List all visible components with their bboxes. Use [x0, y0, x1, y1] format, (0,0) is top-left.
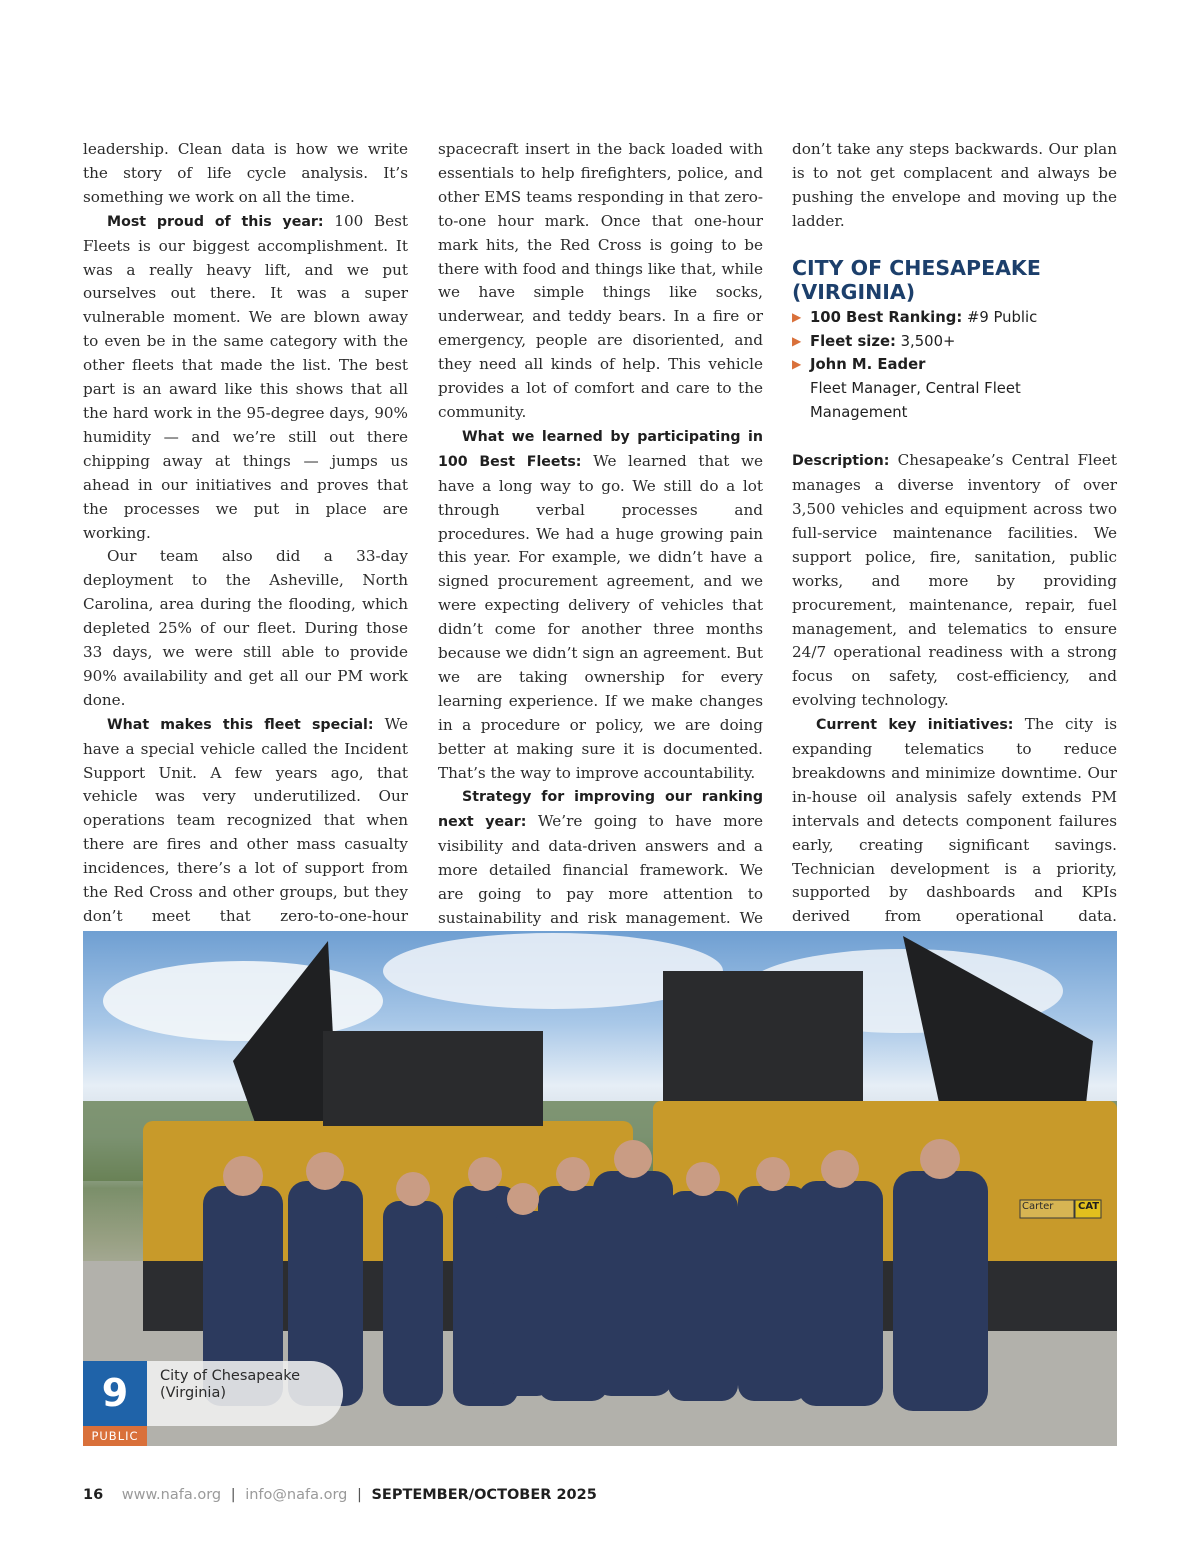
section-title: CITY OF CHESAPEAKE (VIRGINIA) — [792, 255, 1041, 304]
lead-key-initiatives: Current key initiatives: — [816, 717, 1014, 734]
triangle-bullet-icon: ▶ — [792, 309, 802, 324]
col1-paragraph-3: Our team also did a 33-day deployment to the Asheville, North Carolina, area during the flooding, which depleted 25% of our fleet. During those 33 days, we were still able to provide 90% availability and get all our PM work done. — [83, 547, 408, 709]
fact-ranking — [792, 306, 1117, 330]
triangle-bullet-icon: ▶ — [792, 357, 802, 372]
fact-contact-name: John M. Eader — [810, 356, 926, 374]
footer-website-link[interactable]: www.nafa.org — [121, 1487, 222, 1503]
lead-description: Description: — [792, 453, 890, 470]
article-column-3 — [792, 138, 1117, 977]
col1-paragraph-2-body: 100 Best Fleets is our biggest accomplishment. It was a really heavy lift, and we put ourselves out there. It was a super vulnerable moment. We are blown away to even be in the same category with the other fleets that made the list. The best part is an award like this shows that all the hard work in the 95-degree days, 90% humidity — and we’re still out there chipping away at things — jumps us ahead in our initiatives and proves that the processes we put in place are working. — [83, 211, 408, 542]
col1-paragraph-1: leadership. Clean data is how we write the story of life cycle analysis. It’s something we work on all the time. — [83, 140, 408, 206]
lead-fleet-special: What makes this fleet special: — [107, 716, 374, 733]
lead-most-proud: Most proud of this year: — [107, 213, 324, 230]
machine-brand-text: Carter — [1022, 1201, 1054, 1212]
col2-paragraph-3-body: We’re going to have more visibility and data-driven answers and a more detailed financial framework. We are going to pay more attention to sustainability and risk management. We — [438, 812, 763, 927]
photo-caption: City of Chesapeake (Virginia) — [147, 1361, 343, 1426]
col1-paragraph-4-body: We have a special vehicle called the Incident Support Unit. A few years ago, that vehicle was very underutilized. Our operations team recognized that when there are fires and other mass casualty incidences, there’s a lot of support from the Red Cross and other groups, but they don’t meet that zero-to-one-hour — [83, 714, 409, 925]
fact-fleet-size-label: Fleet size: — [810, 332, 896, 350]
article-column-1 — [83, 138, 408, 1001]
col2-paragraph-2-body: We learned that we have a long way to go. We still do a lot through verbal processes and procedures. We had a huge growing pain this year. For example, we didn’t have a signed procurement agreement, and we were expecting delivery of vehicles that didn’t come for another three months because we didn’t sign an agreement. But we are taking ownership for every learning experience. If we make changes in a procedure or policy, we are doing better at making sure it is documented. That’s the way to improve accountability. — [438, 451, 763, 782]
col2-paragraph-2 — [438, 425, 763, 786]
lead-what-we-learned: What we learned by participating in 100 Best Fleets: — [438, 428, 763, 470]
col3-initiatives-body: The city is expanding telematics to reduce breakdowns and minimize downtime. Our in-house oil analysis safely extends PM intervals and detects component failures early, creating significant savings. Technician development is a priority, supported by dashboards and KPIs derived from operational data. — [792, 715, 1117, 926]
col2-paragraph-1: spacecraft insert in the back loaded with essentials to help firefighters, police, and other EMS teams responding in that zero-to-one hour mark. Once that one-hour mark hits, the Red Cross is going to be there with food and things like that, while we have simple things like socks, underwear, and teddy bears. In a fire or emergency, people are disoriented, and they need all kinds of help. This vehicle provides a lot of comfort and care to the community. — [438, 140, 763, 421]
lead-strategy: Strategy for improving our ranking next year: — [438, 789, 763, 831]
fact-ranking-label: 100 Best Ranking: — [810, 308, 963, 326]
article-column-2 — [438, 138, 763, 979]
col3-paragraph-1: don’t take any steps backwards. Our plan is to not get complacent and always be pushing the envelope and moving up the ladder. — [792, 140, 1117, 230]
footer-email-link[interactable]: info@nafa.org — [245, 1487, 348, 1503]
page-number: 16 — [83, 1487, 104, 1503]
footer-divider: | — [356, 1487, 362, 1503]
col3-description-body: Chesapeake’s Central Fleet manages a diverse inventory of over 3,500 vehicles and equipment across two full-service maintenance facilities. We support police, fire, sanitation, public works, and more by providing procurement, maintenance, repair, fuel management, and telematics to ensure 24/7 operational readiness with a strong focus on safety, cost-efficiency, and evolving technology. — [792, 451, 1117, 710]
triangle-bullet-icon: ▶ — [792, 333, 802, 348]
page-footer — [83, 1485, 597, 1505]
col3-paragraph-description — [792, 449, 1117, 713]
fact-contact — [792, 353, 1117, 377]
fact-ranking-value: #9 Public — [962, 308, 1038, 326]
fact-contact-title: Fleet Manager, Central Fleet Management — [810, 380, 1021, 422]
rank-badge-number: 9 — [83, 1361, 147, 1426]
fact-fleet-size — [792, 330, 1117, 354]
footer-issue-date: SEPTEMBER/OCTOBER 2025 — [371, 1487, 597, 1503]
machine-logo-text: CAT — [1078, 1201, 1100, 1212]
category-tag: PUBLIC — [83, 1426, 147, 1446]
footer-divider: | — [230, 1487, 236, 1503]
fleet-facts-list — [792, 306, 1117, 426]
col1-paragraph-2 — [83, 210, 408, 546]
fact-fleet-size-value: 3,500+ — [895, 332, 956, 350]
